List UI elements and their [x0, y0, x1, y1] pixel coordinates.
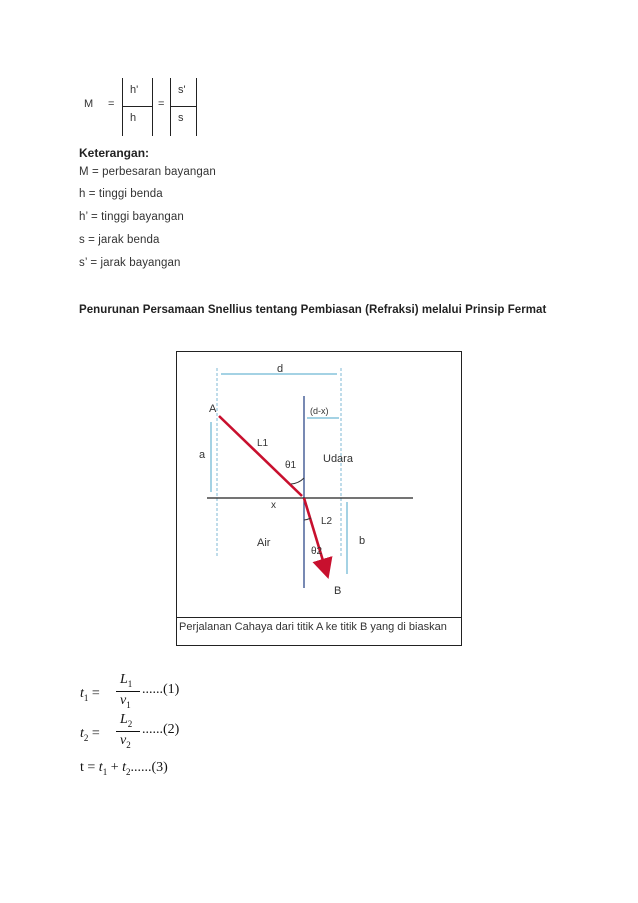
refraction-diagram: [177, 352, 461, 617]
legend-item: h = tinggi benda: [79, 188, 163, 200]
label-L1: L1: [257, 438, 269, 449]
legend-item: s = jarak benda: [79, 234, 160, 246]
formula-equals-1: =: [108, 98, 115, 110]
legend-title: Keterangan:: [79, 146, 150, 160]
legend-item: h’ = tinggi bayangan: [79, 211, 184, 223]
formula-divider: [122, 78, 123, 136]
formula-numerator-2: s': [178, 84, 186, 96]
formula-equals-2: =: [158, 98, 165, 110]
eq2-denominator: $v_2$: [120, 733, 131, 750]
label-theta1: θ1: [285, 460, 297, 471]
label-a: a: [199, 449, 206, 461]
eq1-lhs: $t_1$ =: [80, 686, 100, 703]
formula-denominator-1: h: [130, 112, 137, 124]
theta1-arc: [291, 478, 304, 484]
label-B: B: [334, 585, 342, 597]
fraction-bar: [122, 106, 152, 107]
label-A: A: [209, 403, 217, 415]
refraction-figure: [176, 351, 462, 646]
label-d: d: [277, 363, 284, 375]
figure-caption: Perjalanan Cahaya dari titik A ke titik B yang di biaskan: [179, 621, 447, 633]
label-b: b: [359, 535, 366, 547]
label-dx: (d-x): [310, 406, 329, 416]
formula-denominator-2: s: [178, 112, 184, 124]
label-udara: Udara: [323, 453, 353, 465]
eq1-numerator: $L_1$: [120, 672, 133, 689]
formula-divider: [152, 78, 153, 136]
fraction-bar: [116, 691, 140, 692]
label-air: Air: [257, 537, 271, 549]
formula-divider: [196, 78, 197, 136]
label-x: x: [271, 500, 276, 511]
formula-numerator-1: h': [130, 84, 139, 96]
eq3-text: $t = t_1 + t_2......(3)$: [80, 760, 168, 777]
eq1-tail: ......(1): [142, 682, 180, 697]
formula-lhs: M: [84, 98, 94, 110]
label-theta2: θ2: [311, 546, 323, 557]
section-title: Penurunan Persamaan Snellius tentang Pembiasan (Refraksi) melalui Prinsip Fermat: [79, 304, 547, 316]
eq2-numerator: $L_2$: [120, 712, 133, 729]
fraction-bar: [170, 106, 196, 107]
eq1-denominator: $v_1$: [120, 693, 131, 710]
refracted-ray: [304, 498, 327, 574]
eq2-tail: ......(2): [142, 722, 180, 737]
legend-item: M = perbesaran bayangan: [79, 166, 216, 178]
formula-divider: [170, 78, 171, 136]
fraction-bar: [116, 731, 140, 732]
eq2-lhs: $t_2$ =: [80, 726, 100, 743]
incident-ray: [219, 416, 302, 496]
label-L2: L2: [321, 516, 333, 527]
legend-item: s’ = jarak bayangan: [79, 257, 181, 269]
